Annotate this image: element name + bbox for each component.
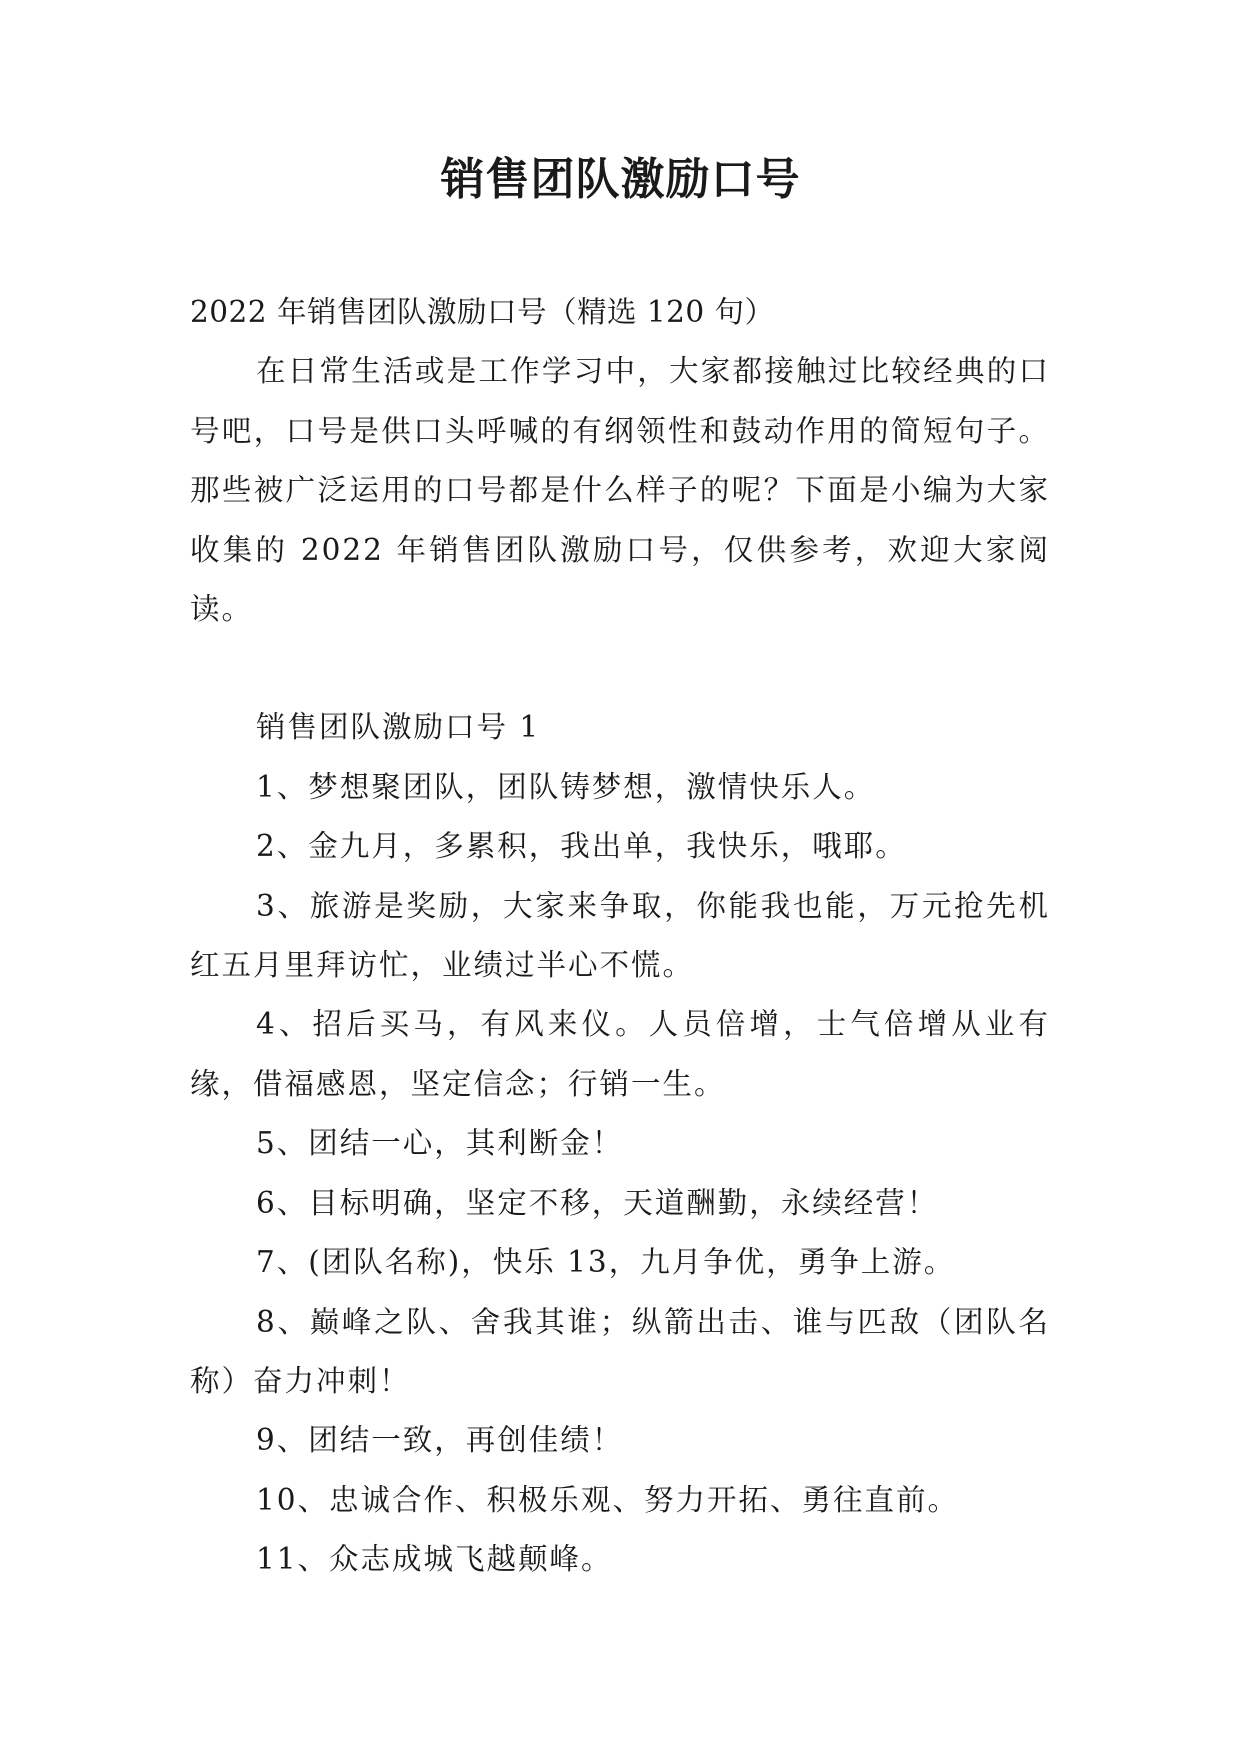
slogan-item: 4、招后买马，有风来仪。人员倍增，士气倍增从业有缘，借福感恩，坚定信念；行销一生。 xyxy=(190,1007,1050,1101)
slogan-item: 8、巅峰之队、舍我其谁；纵箭出击、谁与匹敌（团队名称）奋力冲刺！ xyxy=(190,1304,1050,1398)
slogan-item: 10、忠诚合作、积极乐观、努力开拓、勇往直前。 xyxy=(256,1482,960,1517)
section-heading: 销售团队激励口号 1 xyxy=(256,710,541,745)
document-title: 销售团队激励口号 xyxy=(440,154,801,205)
document-subtitle: 2022 年销售团队激励口号（精选 120 句） xyxy=(190,295,775,329)
slogan-item: 7、(团队名称)，快乐 13，九月争优，勇争上游。 xyxy=(256,1245,956,1280)
slogan-item: 3、旅游是奖励，大家来争取，你能我也能，万元抢先机红五月里拜访忙，业绩过半心不慌。 xyxy=(190,888,1050,983)
document-body xyxy=(190,283,1050,1590)
slogan-item: 5、团结一心，其利断金！ xyxy=(256,1126,624,1161)
slogan-item: 2、金九月，多累积，我出单，我快乐，哦耶。 xyxy=(256,829,907,864)
slogan-item: 1、梦想聚团队，团队铸梦想，激情快乐人。 xyxy=(256,769,876,804)
intro-paragraph: 在日常生活或是工作学习中，大家都接触过比较经典的口号吧，口号是供口头呼喊的有纲领性和鼓动作用的简短句子。那些被广泛运用的口号都是什么样子的呢？下面是小编为大家收集的 2022 年销售团队激励口号，仅供参考，欢迎大家阅读。 xyxy=(190,354,1050,627)
section-spacer xyxy=(190,639,1050,698)
slogan-item: 11、众志成城飞越颠峰。 xyxy=(256,1542,613,1577)
slogan-item: 9、团结一致，再创佳绩！ xyxy=(256,1423,624,1458)
slogan-item: 6、目标明确，坚定不移，天道酬勤，永续经营！ xyxy=(256,1185,939,1220)
